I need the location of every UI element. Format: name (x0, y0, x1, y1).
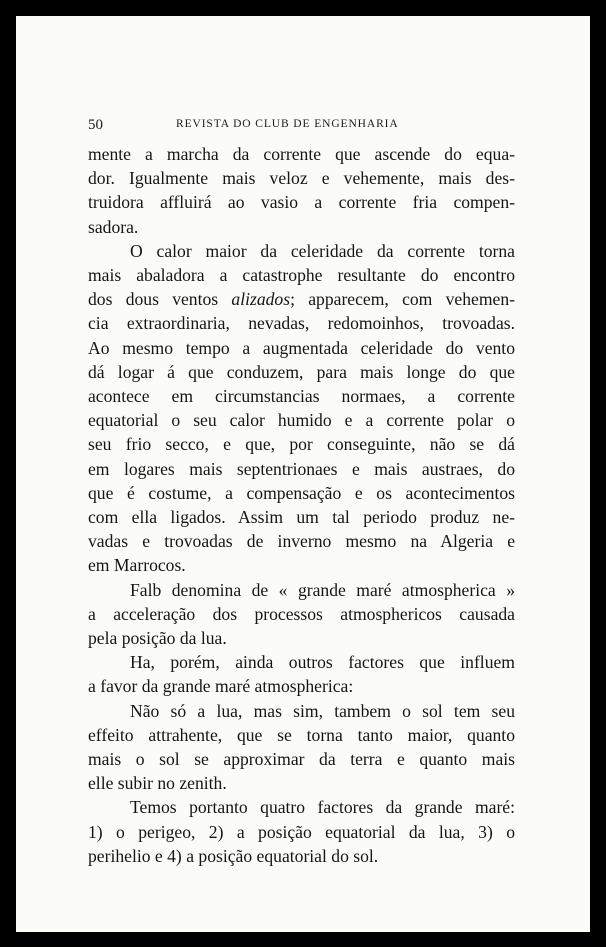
text-line: effeito attrahente, que se torna tanto maior, quanto (88, 724, 515, 745)
book-page (16, 16, 590, 932)
text-line: Ha, porém, ainda outros factores que influem (130, 652, 515, 673)
text-line: em Marrocos. (88, 555, 186, 576)
text-line: acontece em circumstancias normaes, a corrente (88, 386, 515, 407)
text-line: equatorial o seu calor humido e a corrente polar o (88, 410, 515, 431)
text-line: Ao mesmo tempo a augmentada celeridade do vento (88, 337, 515, 358)
text-line: sadora. (88, 216, 139, 237)
page-header (88, 116, 532, 140)
paragraph (88, 795, 515, 868)
text-line: vadas e trovoadas de inverno mesmo na Algeria e (88, 531, 515, 552)
text-line: truidora affluirá ao vasio a corrente fria compen- (88, 192, 515, 213)
text-line: com ella ligados. Assim um tal periodo produz ne- (88, 507, 515, 528)
text-line: Não só a lua, mas sim, tambem o sol tem seu (130, 700, 515, 721)
text-line: Falb denomina de « grande maré atmospherica » (130, 579, 515, 600)
text-line: 1) o perigeo, 2) a posição equatorial da lua, 3) o (88, 821, 515, 842)
text-line: elle subir no zenith. (88, 773, 227, 794)
paragraph (88, 699, 515, 796)
body-text (88, 142, 515, 868)
text-line: seu frio secco, e que, por conseguinte, não se dá (88, 434, 515, 455)
text-line: que é costume, a compensação e os acontecimentos (88, 482, 515, 503)
page-number: 50 (88, 117, 103, 133)
paragraph (88, 142, 515, 239)
text-line: a favor da grande maré atmospherica: (88, 676, 354, 697)
text-line: Temos portanto quatro factores da grande maré: (130, 797, 515, 818)
text-line: mais abaladora a catastrophe resultante do encontro (88, 265, 515, 286)
text-line: mais o sol se approximar da terra e quanto mais (88, 749, 515, 770)
text-line: dos dous ventos alizados; apparecem, com vehemen- (88, 289, 515, 310)
italic-term: alizados (231, 289, 291, 310)
text-line: O calor maior da celeridade da corrente torna (130, 240, 515, 261)
running-title: REVISTA DO CLUB DE ENGENHARIA (176, 118, 399, 130)
text-line: a acceleração dos processos atmosphericos causada (88, 603, 515, 624)
text-line: dor. Igualmente mais veloz e vehemente, mais des- (88, 168, 515, 189)
paragraph (88, 239, 515, 578)
paragraph (88, 578, 515, 651)
text-line: perihelio e 4) a posição equatorial do sol. (88, 845, 379, 866)
text-line: dá logar á que conduzem, para mais longe do que (88, 361, 515, 382)
text-line: mente a marcha da corrente que ascende do equa- (88, 144, 515, 164)
text-line: em logares mais septentrionaes e mais austraes, do (88, 458, 515, 479)
text-line: cia extraordinaria, nevadas, redomoinhos, trovoadas. (88, 313, 515, 334)
paragraph (88, 650, 515, 698)
text-line: pela posição da lua. (88, 628, 227, 649)
